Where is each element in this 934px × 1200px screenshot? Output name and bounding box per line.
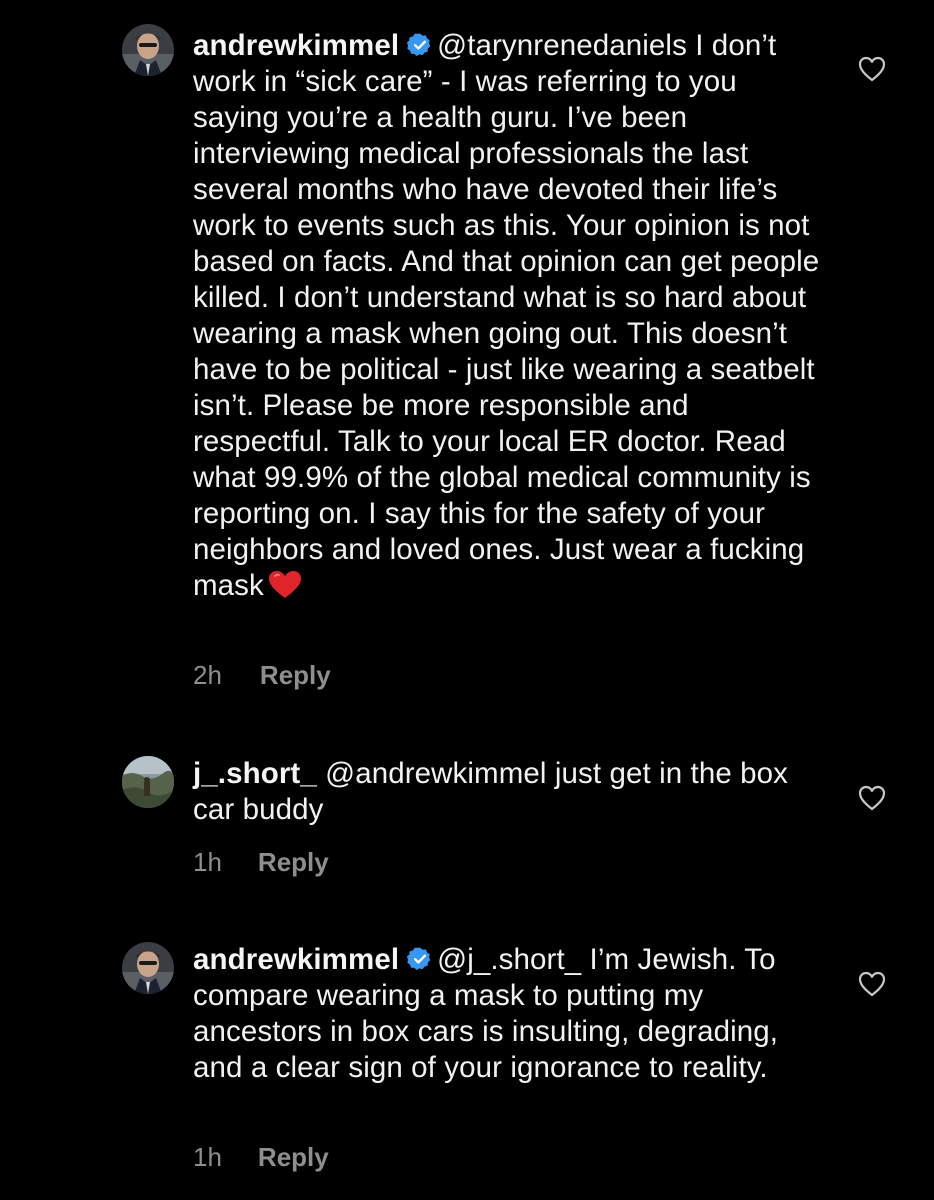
comment-mention-link[interactable]: @andrewkimmel bbox=[325, 757, 547, 790]
comment-text-block bbox=[193, 28, 823, 604]
red-heart-emoji bbox=[268, 570, 302, 600]
avatar-andrewkimmel[interactable] bbox=[122, 24, 174, 76]
comment-timestamp: 2h bbox=[193, 660, 222, 690]
comment-timestamp: 1h bbox=[193, 847, 222, 877]
comment-username[interactable]: andrewkimmel bbox=[193, 943, 400, 976]
comment-meta bbox=[193, 847, 329, 877]
like-heart-button[interactable] bbox=[858, 785, 886, 811]
comment-username[interactable]: andrewkimmel bbox=[193, 29, 400, 62]
avatar-j-short[interactable] bbox=[122, 756, 174, 808]
comment-body: just get in the box car buddy bbox=[193, 757, 789, 826]
like-heart-button[interactable] bbox=[858, 971, 886, 997]
comment-mention-link[interactable]: @j_.short_ bbox=[437, 943, 582, 976]
comment-text-block bbox=[193, 756, 823, 828]
comment-text-block bbox=[193, 942, 823, 1086]
heart-outline-icon bbox=[858, 56, 886, 82]
comment-body: I don’t work in “sick care” - I was referring to you saying you’re a health guru. I’ve been interviewing medical professionals the last several months who have devoted their life’s work to events such as this. Your opinion is not based on facts. And that opinion can get people killed. I don’t understand what is so hard about wearing a mask when going out. This doesn’t have to be political - just like wearing a seatbelt isn’t. Please be more responsible and respectful. Talk to your local ER doctor. Read what 99.9% of the global medical community is reporting on. I say this for the safety of your neighbors and loved ones. Just wear a fucking mask bbox=[193, 29, 820, 602]
reply-button[interactable]: Reply bbox=[257, 847, 329, 877]
comment-username[interactable]: j_.short_ bbox=[193, 757, 317, 790]
comment-meta bbox=[193, 660, 331, 690]
heart-outline-icon bbox=[858, 971, 886, 997]
verified-badge-icon bbox=[407, 32, 433, 58]
reply-button[interactable]: Reply bbox=[257, 1142, 329, 1172]
avatar-andrewkimmel[interactable] bbox=[122, 942, 174, 994]
comment-body: I’m Jewish. To compare wearing a mask to putting my ancestors in box cars is insulting, degrading, and a clear sign of your ignorance to reality. bbox=[193, 943, 779, 1084]
reply-button[interactable]: Reply bbox=[259, 660, 331, 690]
heart-outline-icon bbox=[858, 785, 886, 811]
verified-badge-icon bbox=[407, 946, 433, 972]
comment-mention-link[interactable]: @tarynrenedaniels bbox=[437, 29, 687, 62]
like-heart-button[interactable] bbox=[858, 56, 886, 82]
comment-timestamp: 1h bbox=[193, 1142, 222, 1172]
comment-meta bbox=[193, 1142, 329, 1172]
